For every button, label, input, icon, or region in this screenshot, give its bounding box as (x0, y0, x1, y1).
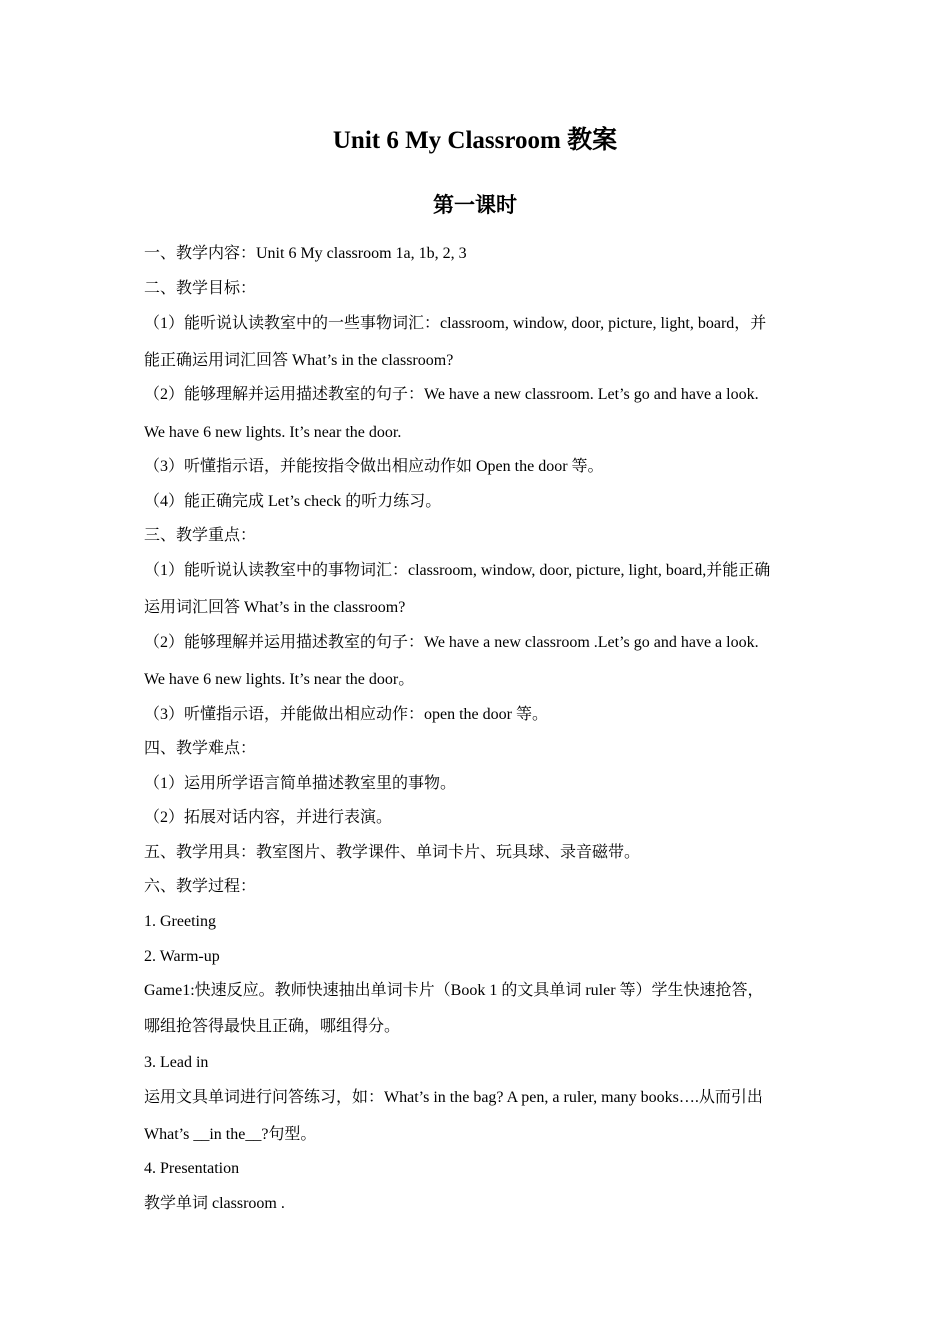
text-line: （4）能正确完成 Let’s check 的听力练习。 (144, 493, 442, 510)
section-heading: 四、教学难点： (144, 740, 257, 757)
text-line: （2）能够理解并运用描述教室的句子：We have a new classroom. Let’s go and have a look. (144, 386, 759, 403)
lesson-subtitle: 第一课时 (433, 193, 517, 217)
step-heading: 2. Warm-up (144, 948, 220, 965)
text-line: 能正确运用词汇回答 What’s in the classroom? (144, 352, 454, 369)
section-heading: 六、教学过程： (144, 878, 257, 895)
text-line: （1）能听说认读教室中的事物词汇：classroom, window, door, picture, light, board,并能正确 (144, 562, 771, 579)
text-line: 运用词汇回答 What’s in the classroom? (144, 599, 406, 616)
text-line: （2）拓展对话内容，并进行表演。 (144, 809, 393, 826)
text-line: （2）能够理解并运用描述教室的句子：We have a new classroom .Let’s go and have a look. (144, 634, 759, 651)
text-line: What’s __in the__?句型。 (144, 1126, 317, 1143)
text-line: 一、教学内容：Unit 6 My classroom 1a, 1b, 2, 3 (144, 245, 467, 262)
text-line: （1）运用所学语言简单描述教室里的事物。 (144, 775, 457, 792)
text-line: 教学单词 classroom . (144, 1195, 285, 1212)
text-line: 哪组抢答得最快且正确，哪组得分。 (144, 1018, 401, 1035)
text-line: （3）听懂指示语，并能做出相应动作：open the door 等。 (144, 706, 548, 723)
section-heading: 三、教学重点： (144, 527, 257, 544)
step-heading: 3. Lead in (144, 1054, 209, 1071)
text-line: We have 6 new lights. It’s near the door. (144, 424, 402, 441)
text-line: （3）听懂指示语，并能按指令做出相应动作如 Open the door 等。 (144, 458, 604, 475)
text-line: 二、教学目标： (144, 280, 257, 297)
step-heading: 4. Presentation (144, 1160, 240, 1177)
document-title: Unit 6 My Classroom 教案 (332, 127, 618, 154)
step-heading: 1. Greeting (144, 913, 216, 930)
text-line: 运用文具单词进行问答练习，如：What’s in the bag? A pen, a ruler, many books….从而引出 (144, 1089, 763, 1106)
text-line: Game1:快速反应。教师快速抽出单词卡片（Book 1 的文具单词 ruler 等）学生快速抢答， (144, 982, 764, 999)
text-line: （1）能听说认读教室中的一些事物词汇：classroom, window, door, picture, light, board，并 (144, 315, 767, 332)
section-heading: 五、教学用具：教室图片、教学课件、单词卡片、玩具球、录音磁带。 (144, 844, 641, 861)
text-line: We have 6 new lights. It’s near the door。 (144, 671, 415, 688)
